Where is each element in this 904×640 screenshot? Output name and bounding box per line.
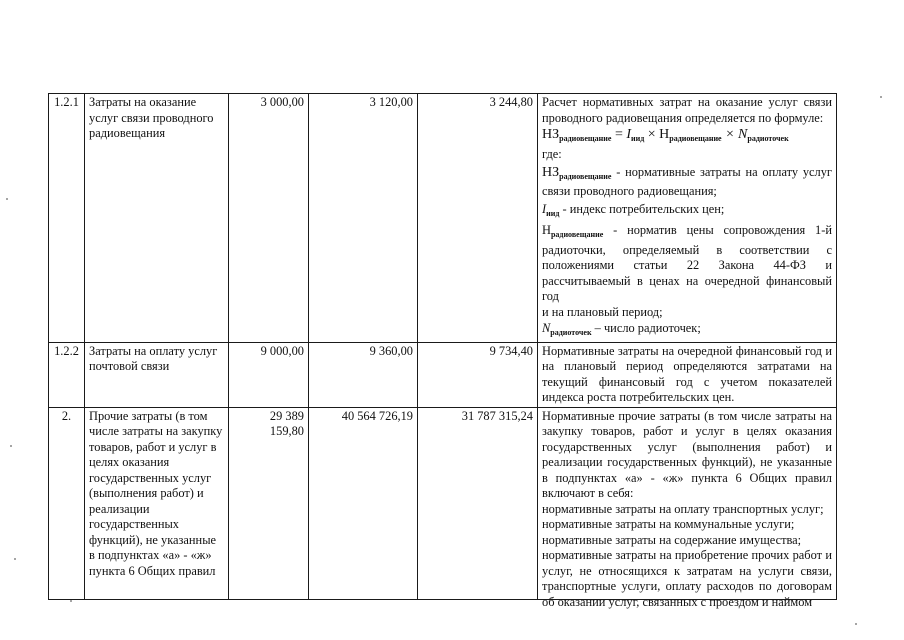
value-year-3: 3 244,80 (418, 94, 538, 343)
definition-nz: $НЗ_{радиовещание}$ - нормативные затраты на оплату услуг связи проводного радиовещания; (542, 164, 832, 198)
scan-speck (70, 600, 72, 602)
scan-speck (14, 558, 16, 560)
formula: $НЗ_{радиовещание} = I_{иид} \times Н_{радиовещание} \times N_{радиоточек}$ (542, 127, 789, 143)
value-year-3: 31 787 315,24 (418, 407, 538, 599)
list-item: нормативные затраты на оплату транспортных услуг; (542, 501, 824, 516)
description-continued: нормативные затраты на приобретение прочих работ и услуг, не относящихся к затратам на услуги связи, транспортные услуги, оплату расходов по договорам об оказании услуг, связанных с проездом и наймом (542, 548, 832, 609)
scan-speck (880, 96, 882, 98)
description-intro: Расчет нормативных затрат на оказание услуг связи проводного радиовещания определяется по формуле: (542, 95, 832, 125)
scan-speck (6, 198, 8, 200)
row-number: 1.2.1 (49, 94, 85, 343)
expense-name: Прочие затраты (в том числе затраты на закупку товаров, работ и услуг в целях оказания государственных услуг (выполнения работ) и реализации государственных функций), не указанные в подпунктах «а» - «ж» пункта 6 Общих правил (85, 407, 229, 599)
definition-n: $Н_{радиовещание}$ - норматив цены сопровождения 1-й радиоточки, определяемый в соответствии с положениями статьи 22 Закона 44-ФЗ и рассчитываемый в ценах на очередной финансовый год (542, 223, 832, 303)
definition-count: $N_{радиоточек}$ – число радиоточек; (542, 321, 701, 337)
where-label: где: (542, 147, 562, 161)
definition-i: $I_{иид}$ - индекс потребительских цен; (542, 201, 725, 218)
expense-name: Затраты на оплату услуг почтовой связи (85, 342, 229, 407)
calculation-description: Нормативные затраты на очередной финансовый год и на плановый период определяются затратами на текущий финансовый год с учетом показателей индекса роста потребительских цен. (538, 342, 837, 407)
expense-name: Затраты на оказание услуг связи проводного радиовещания (85, 94, 229, 343)
value-year-3: 9 734,40 (418, 342, 538, 407)
description-clip (542, 408, 832, 609)
expenses-table (48, 93, 837, 609)
table-row (49, 94, 837, 343)
value-year-2: 40 564 726,19 (309, 407, 418, 599)
row-number: 2. (49, 407, 85, 599)
table-row (49, 407, 837, 599)
list-item: нормативные затраты на содержание имущества; (542, 532, 802, 547)
description-intro: Нормативные прочие затраты (в том числе затраты на закупку товаров, работ и услуг в целях оказания государственных услуг (выполнения работ) и реализации государственных функций), не указанные в подпунктах «а» - «ж» пункта 6 Общих правил включают в себя: (542, 408, 832, 500)
value-year-1: 9 000,00 (229, 342, 309, 407)
value-year-2: 3 120,00 (309, 94, 418, 343)
scan-speck (855, 623, 857, 625)
table-row (49, 342, 837, 407)
calculation-description (538, 407, 837, 609)
value-year-1: 29 389 159,80 (229, 407, 309, 599)
calculation-description (538, 94, 837, 343)
value-year-2: 9 360,00 (309, 342, 418, 407)
scan-speck (10, 445, 12, 447)
list-item: нормативные затраты на коммунальные услуги; (542, 517, 795, 531)
row-number: 1.2.2 (49, 342, 85, 407)
value-year-1: 3 000,00 (229, 94, 309, 343)
definition-n-tail: и на плановый период; (542, 304, 663, 319)
